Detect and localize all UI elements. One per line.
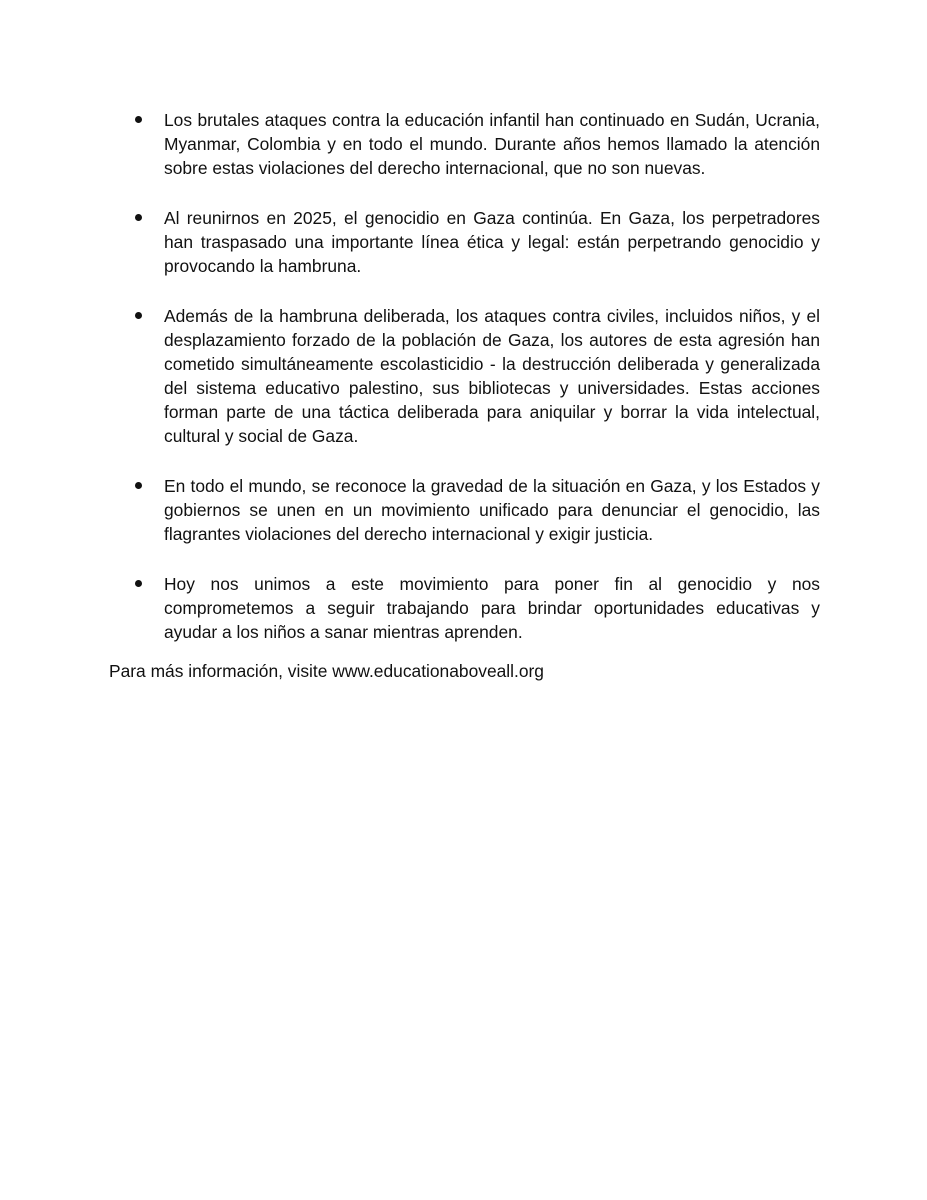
bullet-item [132, 572, 820, 644]
bullet-point-icon [135, 214, 142, 221]
bullet-point-icon [135, 116, 142, 123]
bullet-text: Hoy nos unimos a este movimiento para poner fin al genocidio y nos comprometemos a seguir trabajando para brindar oportunidades educativas y ayudar a los niños a sanar mientras aprenden. [164, 574, 820, 642]
more-info-line: Para más información, visite www.educationaboveall.org [109, 661, 544, 681]
bullet-item [132, 206, 820, 278]
bullet-point-icon [135, 482, 142, 489]
bullet-point-icon [135, 580, 142, 587]
bullet-item [132, 474, 820, 546]
bullet-text: Al reunirnos en 2025, el genocidio en Gaza continúa. En Gaza, los perpetradores han traspasado una importante línea ética y legal: están perpetrando genocidio y provocando la hambruna. [164, 208, 820, 276]
bullet-point-icon [135, 312, 142, 319]
bullet-text: En todo el mundo, se reconoce la gravedad de la situación en Gaza, y los Estados y gobiernos se unen en un movimiento unificado para denunciar el genocidio, las flagrantes violaciones del derecho internacional y exigir justicia. [164, 476, 820, 544]
bullet-text: Los brutales ataques contra la educación infantil han continuado en Sudán, Ucrania, Myanmar, Colombia y en todo el mundo. Durante años hemos llamado la atención sobre estas violaciones del derecho internacional, que no son nuevas. [164, 110, 820, 178]
bullet-text: Además de la hambruna deliberada, los ataques contra civiles, incluidos niños, y el desplazamiento forzado de la población de Gaza, los autores de esta agresión han cometido simultáneamente escolasticidio - la destrucción deliberada y generalizada del sistema educativo palestino, sus bibliotecas y universidades. Estas acciones forman parte de una táctica deliberada para aniquilar y borrar la vida intelectual, cultural y social de Gaza. [164, 306, 820, 446]
bullet-list [132, 108, 820, 670]
bullet-item [132, 304, 820, 448]
bullet-item [132, 108, 820, 180]
